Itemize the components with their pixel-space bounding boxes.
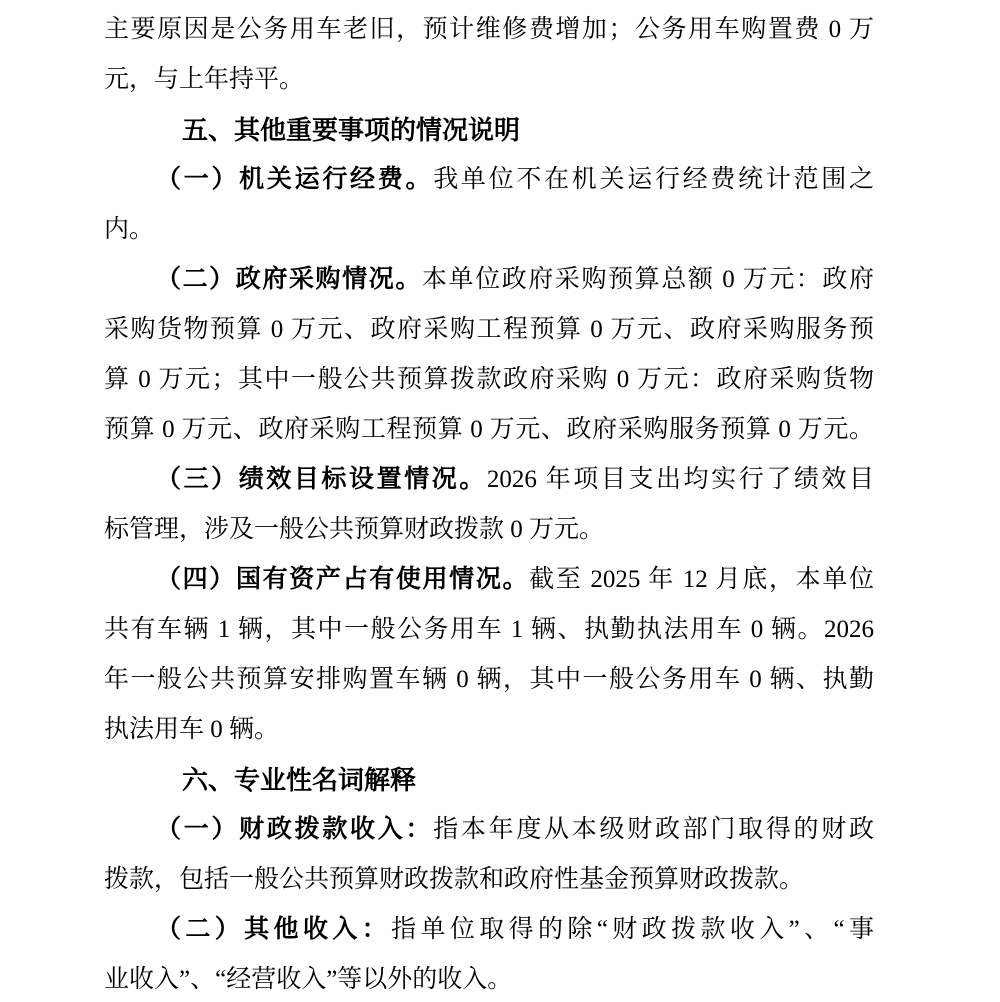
item-2-gov-procurement-line-4 (104, 405, 874, 455)
heading-text: 六、专业性名词解释 (182, 765, 417, 795)
item-4-state-assets-line-2 (104, 605, 874, 655)
body-text: 执法用车 0 辆。 (104, 716, 280, 743)
body-text: 预算 0 万元、政府采购工程预算 0 万元、政府采购服务预算 0 万元。 (104, 416, 874, 443)
glossary-2-other-income-line-1 (104, 905, 874, 955)
body-text: 拨款，包括一般公共预算财政拨款和政府性基金预算财政拨款。 (104, 866, 805, 893)
body-text: 主要原因是公务用车老旧，预计维修费增加；公务用车购置费 0 万 (104, 16, 874, 43)
glossary-1-fiscal-appropriation-line-2 (104, 855, 874, 905)
item-2-gov-procurement-line-1 (104, 255, 874, 305)
item-lead-bold: （四）国有资产占有使用情况。 (156, 566, 530, 593)
item-lead-bold: （二）政府采购情况。 (156, 266, 422, 293)
glossary-2-other-income-line-2 (104, 955, 874, 1002)
item-3-performance-targets-line-2 (104, 505, 874, 555)
body-text: 内。 (104, 216, 155, 243)
item-2-gov-procurement-line-2 (104, 305, 874, 355)
body-text: 年一般公共预算安排购置车辆 0 辆，其中一般公务用车 0 辆、执勤 (104, 666, 874, 693)
item-lead-bold: （二）其他收入： (156, 916, 392, 943)
body-text: 本单位政府采购预算总额 0 万元：政府 (421, 266, 874, 293)
carryover-paragraph-line-1 (104, 5, 874, 55)
item-lead-bold: （一）机关运行经费。 (156, 166, 434, 193)
item-1-agency-operating-funds-line-2 (104, 205, 874, 255)
item-3-performance-targets-line-1 (104, 455, 874, 505)
carryover-paragraph-line-2 (104, 55, 874, 105)
item-lead-bold: （一）财政拨款收入： (156, 816, 434, 843)
body-text: 元，与上年持平。 (104, 66, 305, 93)
glossary-1-fiscal-appropriation-line-1 (104, 805, 874, 855)
body-text: 业收入”、“经营收入”等以外的收入。 (104, 966, 513, 993)
heading-text: 五、其他重要事项的情况说明 (182, 115, 521, 145)
item-4-state-assets-line-1 (104, 555, 874, 605)
section-heading-five (104, 105, 874, 155)
section-heading-six (104, 755, 874, 805)
body-text: 采购货物预算 0 万元、政府采购工程预算 0 万元、政府采购服务预 (104, 316, 874, 343)
body-text: 算 0 万元；其中一般公共预算拨款政府采购 0 万元：政府采购货物 (104, 366, 874, 393)
body-text: 指单位取得的除“财政拨款收入”、“事 (391, 916, 874, 943)
body-text: 2026 年项目支出均实行了绩效目 (486, 466, 874, 493)
body-text: 指本年度从本级财政部门取得的财政 (433, 816, 874, 843)
item-lead-bold: （三）绩效目标设置情况。 (156, 466, 487, 493)
item-4-state-assets-line-3 (104, 655, 874, 705)
body-text: 我单位不在机关运行经费统计范围之 (433, 166, 874, 193)
item-4-state-assets-line-4 (104, 705, 874, 755)
item-2-gov-procurement-line-3 (104, 355, 874, 405)
body-text: 截至 2025 年 12 月底，本单位 (529, 566, 874, 593)
body-text: 标管理，涉及一般公共预算财政拨款 0 万元。 (104, 516, 605, 543)
item-1-agency-operating-funds-line-1 (104, 155, 874, 205)
body-text: 共有车辆 1 辆，其中一般公务用车 1 辆、执勤执法用车 0 辆。2026 (104, 616, 874, 643)
